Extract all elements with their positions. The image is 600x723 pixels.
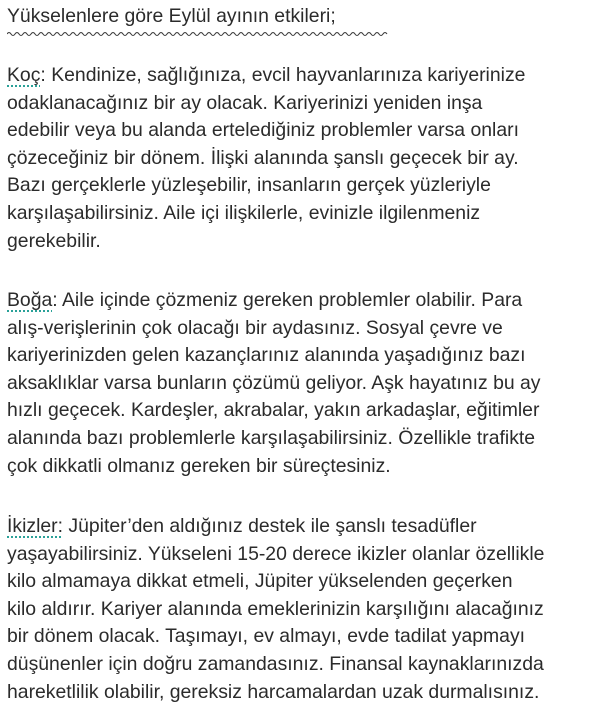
section-ikizler <box>7 513 544 706</box>
paragraph-line: kilo almamaya dikkat etmeli, Jüpiter yükselenden geçerken <box>7 570 513 593</box>
paragraph-line: bir dönem olacak. Taşımayı, ev almayı, evde tadilat yapmayı <box>7 625 526 648</box>
heading: Yükselenlere göre Eylül ayının etkileri; <box>7 5 336 27</box>
paragraph-line: kilo aldırır. Kariyer alanında emeklerinizin karşılığını alacağınız <box>7 597 544 620</box>
paragraph-line: gerekebilir. <box>7 229 101 252</box>
paragraph-line: Koç: Kendinize, sağlığınıza, evcil hayvanlarınıza kariyerinize <box>7 64 526 86</box>
paragraph-line: edebilir veya bu alanda ertelediğiniz problemler varsa onları <box>7 119 519 142</box>
paragraph-line: çözeceğiniz bir dönem. İlişki alanında şanslı geçecek bir ay. <box>7 146 519 169</box>
paragraph-line: çok dikkatli olmanız gereken bir süreçtesiniz. <box>7 454 391 477</box>
paragraph-line: karşılaşabilirsiniz. Aile içi ilişkilerle, evinizle ilgilenmeniz <box>7 201 481 224</box>
paragraph-line: odaklanacağınız bir ay olacak. Kariyerinizi yeniden inşa <box>7 91 483 114</box>
sign-ikizler: İkizler: <box>7 515 64 537</box>
paragraph-line: aksaklıklar varsa bunların çözümü geliyor. Aşk hayatınız bu ay <box>7 371 541 394</box>
paragraph-line: yaşayabilirsiniz. Yükseleni 15-20 derece ikizler olanlar özellikle <box>7 542 545 565</box>
section-boga <box>7 287 541 480</box>
paragraph-line: alış-verişlerinin çok olacağı bir aydasınız. Sosyal çevre ve <box>7 316 503 339</box>
sign-koc: Koç <box>7 64 41 86</box>
paragraph-line: Boğa: Aile içinde çözmeniz gereken problemler olabilir. Para <box>7 289 523 311</box>
section-koc <box>7 62 525 255</box>
paragraph-line: hızlı geçecek. Kardeşler, akrabalar, yakın arkadaşlar, eğitimler <box>7 399 540 422</box>
spellcheck-squiggle <box>7 31 389 37</box>
sign-boga: Boğa <box>7 289 53 311</box>
paragraph-line: İkizler: Jüpiter’den aldığınız destek ile şanslı tesadüfler <box>7 515 477 537</box>
paragraph-line: Bazı gerçeklerle yüzleşebilir, insanların gerçek yüzleriyle <box>7 174 491 197</box>
paragraph-line: alanında bazı problemlerle karşılaşabilirsiniz. Özellikle trafikte <box>7 426 536 449</box>
paragraph-line: hareketlilik olabilir, gereksiz harcamalardan uzak durmalısınız. <box>7 680 540 703</box>
paragraph-line: kariyerinizden gelen kazançlarınız alanında yaşadığınız bazı <box>7 344 526 367</box>
paragraph-line: düşünenler için doğru zamandasınız. Finansal kaynaklarınızda <box>7 652 544 675</box>
